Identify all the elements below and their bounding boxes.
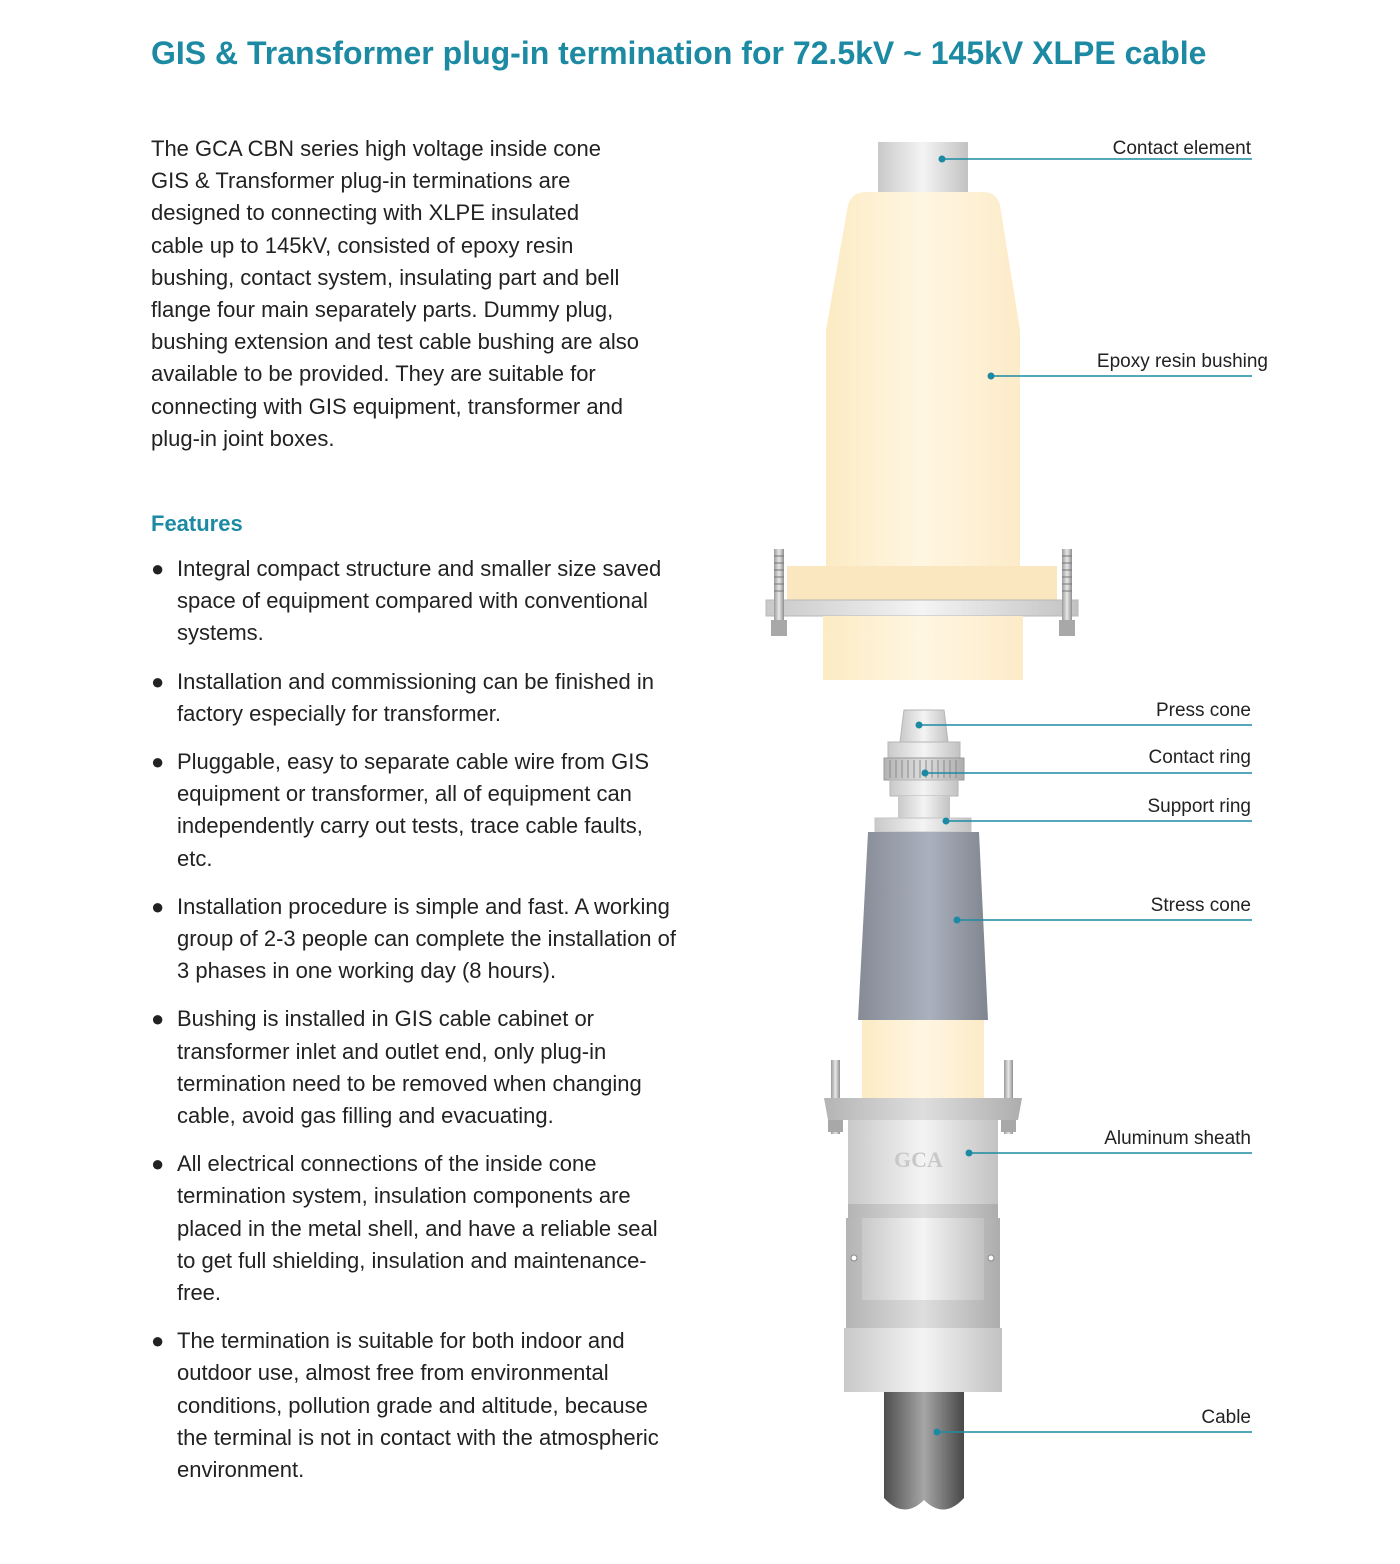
callout-contact-ring — [922, 747, 1253, 777]
callout-stress-cone — [954, 895, 1253, 924]
bushing-skirt — [787, 566, 1057, 600]
feature-text: Installation and commissioning can be finished in factory especially for transformer. — [177, 668, 654, 726]
bullet-icon: ● — [151, 1328, 165, 1354]
contact-ring-cap — [888, 742, 960, 758]
cable — [884, 1392, 964, 1510]
gca-logo: GCA — [894, 1147, 943, 1172]
callout-support-ring — [943, 796, 1253, 825]
bullet-icon: ● — [151, 893, 165, 919]
feature-text: The termination is suitable for both indoor and outdoor use, almost free from environmental conditions, pollution grade and altitude, because the terminal is not in contact with the atmospheric environment. — [177, 1328, 659, 1483]
callout-epoxy-resin-bushing — [988, 351, 1269, 380]
bullet-icon: ● — [151, 1151, 165, 1177]
page-title: GIS & Transformer plug-in termination for 72.5kV ~ 145kV XLPE cable — [151, 35, 1207, 71]
callout-cable — [934, 1407, 1253, 1436]
sheath-body — [862, 1218, 984, 1300]
screw-icon — [851, 1255, 857, 1261]
callout-press-cone — [916, 700, 1253, 729]
plug-in-termination-assembly — [824, 710, 1022, 1510]
bushing-flange — [766, 600, 1078, 616]
label-epoxy-resin-bushing: Epoxy resin bushing — [1096, 351, 1268, 372]
sheath-collar — [848, 1204, 998, 1218]
insulation-band — [862, 1020, 984, 1098]
feature-text: Bushing is installed in GIS cable cabinet or transformer inlet and outlet end, only plug-in termination need to be removed when changing cable, avoid gas filling and evacuating. — [177, 1006, 642, 1129]
features-heading: Features — [151, 511, 243, 536]
feature-text: All electrical connections of the inside cone termination system, insulation components are placed in the metal shell, and have a reliable seal to get full shielding, insulation and maintenance-free. — [177, 1151, 658, 1306]
feature-text: Integral compact structure and smaller size saved space of equipment compared with conventional systems. — [177, 556, 662, 646]
press-cone — [900, 710, 948, 742]
intro-paragraph: The GCA CBN series high voltage inside cone GIS & Transformer plug-in terminations are designed to connecting with XLPE insulated cable up to 145kV, consisted of epoxy resin bushing, contact system, insulating part and bell flange four main separately parts. Dummy plug, bushing extension and test cable bushing are also available to be provided. They are suitable for connecting with GIS equipment, transformer and plug-in joint boxes. — [151, 136, 640, 451]
feature-text: Installation procedure is simple and fast. A working group of 2-3 people can complete the installation of 3 phases in one working day (8 hours). — [177, 893, 676, 984]
label-contact-ring: Contact ring — [1148, 747, 1251, 768]
support-ring — [875, 818, 971, 832]
bolt-icon — [1001, 1060, 1016, 1134]
sheath-base — [844, 1328, 1002, 1392]
bullet-icon: ● — [151, 556, 165, 581]
label-stress-cone: Stress cone — [1150, 895, 1251, 916]
bell-flange — [824, 1098, 1022, 1120]
label-support-ring: Support ring — [1147, 796, 1251, 817]
label-aluminum-sheath: Aluminum sheath — [1104, 1128, 1251, 1149]
stress-cone — [858, 832, 988, 1020]
contact-ring-neck — [898, 796, 950, 818]
epoxy-bushing-assembly — [766, 142, 1078, 680]
bullet-icon: ● — [151, 668, 165, 694]
label-contact-element: Contact element — [1112, 138, 1251, 159]
bolt-icon — [828, 1060, 843, 1134]
callout-contact-element — [939, 138, 1253, 163]
bushing-lower — [823, 616, 1023, 680]
bolt-icon — [1059, 549, 1075, 636]
bolt-icon — [771, 549, 787, 636]
screw-icon — [988, 1255, 994, 1261]
label-cable: Cable — [1201, 1407, 1251, 1428]
bullet-icon: ● — [151, 1006, 165, 1032]
label-press-cone: Press cone — [1155, 700, 1251, 721]
contact-ring-base — [890, 780, 958, 796]
feature-text: Pluggable, easy to separate cable wire from GIS equipment or transformer, all of equipment can independently carry out tests, trace cable faults, etc. — [177, 749, 650, 871]
bullet-icon: ● — [151, 749, 165, 775]
contact-element — [878, 142, 968, 194]
